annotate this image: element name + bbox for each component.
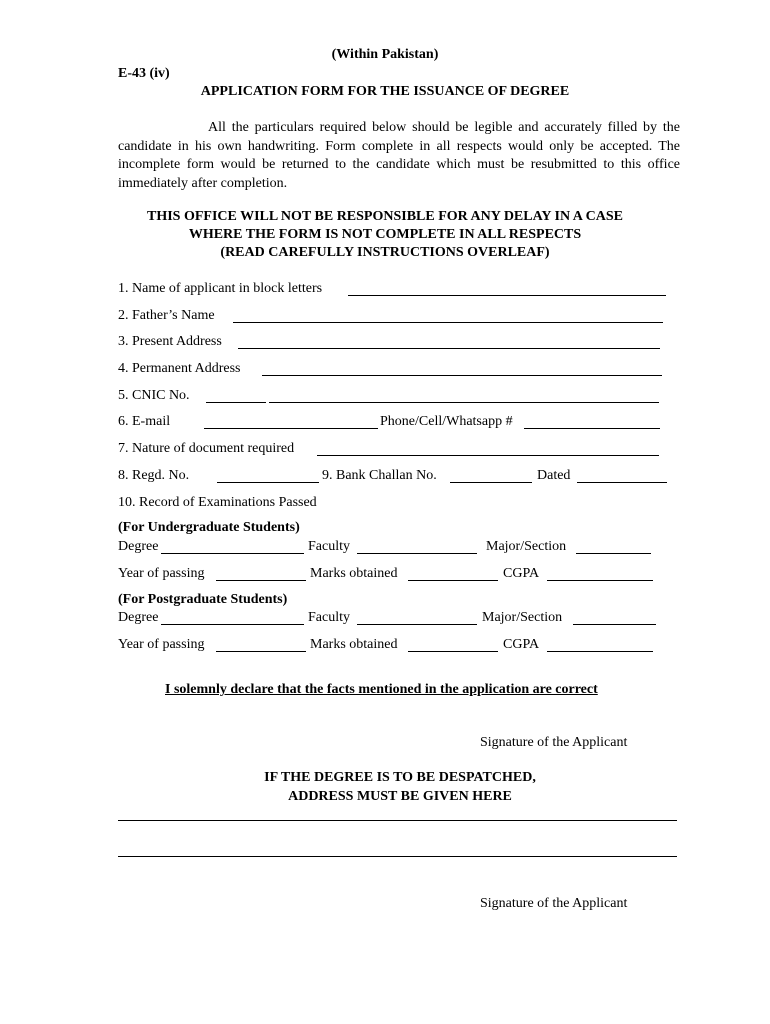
regd-no-input[interactable] <box>217 482 319 483</box>
postgrad-year-label: Year of passing <box>118 637 205 652</box>
field-dated-label: Dated <box>537 468 571 483</box>
warning-line-1: THIS OFFICE WILL NOT BE RESPONSIBLE FOR ANY DELAY IN A CASE <box>146 209 623 224</box>
postgrad-faculty-input[interactable] <box>357 624 477 625</box>
form-title: APPLICATION FORM FOR THE ISSUANCE OF DEGREE <box>200 84 570 99</box>
field-nature-of-document <box>118 441 678 461</box>
instructions-paragraph <box>118 119 680 193</box>
field-record-of-exams <box>118 495 678 515</box>
postgrad-year-input[interactable] <box>216 651 306 652</box>
undergrad-faculty-label: Faculty <box>308 539 350 554</box>
undergrad-major-label: Major/Section <box>486 539 567 554</box>
field-record-of-exams-label: 10. Record of Examinations Passed <box>118 495 317 510</box>
challan-no-input[interactable] <box>450 482 532 483</box>
field-regd-label: 8. Regd. No. <box>118 468 190 483</box>
declaration-text: I solemnly declare that the facts mentioned in the application are correct <box>165 682 598 697</box>
undergrad-year-label: Year of passing <box>118 566 205 581</box>
within-pakistan-label: (Within Pakistan) <box>331 47 439 62</box>
field-applicant-name <box>118 281 678 301</box>
despatch-line-2: ADDRESS MUST BE GIVEN HERE <box>288 789 512 804</box>
postgrad-degree-label: Degree <box>118 610 159 625</box>
nature-of-document-input[interactable] <box>317 455 659 456</box>
form-code: E-43 (iv) <box>118 66 170 81</box>
despatch-line-1: IF THE DEGREE IS TO BE DESPATCHED, <box>264 770 536 785</box>
postgrad-faculty-label: Faculty <box>308 610 350 625</box>
undergrad-cgpa-label: CGPA <box>503 566 540 581</box>
undergrad-year-row <box>118 566 678 586</box>
warning-line-3: (READ CAREFULLY INSTRUCTIONS OVERLEAF) <box>220 245 550 260</box>
field-permanent-address-label: 4. Permanent Address <box>118 361 241 376</box>
postgrad-major-label: Major/Section <box>482 610 563 625</box>
applicant-name-input[interactable] <box>348 295 666 296</box>
instructions-text: All the particulars required below should be legible and accurately filled by the candidate in his own handwriting. Form complete in all respects would only be accepted. The incomplete form would be returned to the candidate which must be resubmitted to this office immediately after completion. <box>118 120 680 191</box>
email-input[interactable] <box>204 428 378 429</box>
field-permanent-address <box>118 361 678 381</box>
signature-label-1: Signature of the Applicant <box>480 735 628 750</box>
father-name-input[interactable] <box>233 322 663 323</box>
field-phone-label: Phone/Cell/Whatsapp # <box>380 414 513 429</box>
undergrad-cgpa-input[interactable] <box>547 580 653 581</box>
cnic-input-part-2[interactable] <box>269 402 659 403</box>
despatch-address-line-1[interactable] <box>118 820 677 821</box>
field-father-name <box>118 308 678 328</box>
field-cnic-label: 5. CNIC No. <box>118 388 190 403</box>
signature-label-2: Signature of the Applicant <box>480 896 628 911</box>
undergrad-major-input[interactable] <box>576 553 651 554</box>
undergrad-marks-input[interactable] <box>408 580 498 581</box>
undergrad-faculty-input[interactable] <box>357 553 477 554</box>
postgrad-marks-label: Marks obtained <box>310 637 398 652</box>
dated-input[interactable] <box>577 482 667 483</box>
postgrad-cgpa-input[interactable] <box>547 651 653 652</box>
field-cnic <box>118 388 678 408</box>
postgrad-degree-input[interactable] <box>161 624 304 625</box>
field-present-address-label: 3. Present Address <box>118 334 222 349</box>
warning-line-2: WHERE THE FORM IS NOT COMPLETE IN ALL RESPECTS <box>188 227 582 242</box>
field-applicant-name-label: 1. Name of applicant in block letters <box>118 281 323 296</box>
field-father-name-label: 2. Father’s Name <box>118 308 215 323</box>
permanent-address-input[interactable] <box>262 375 662 376</box>
postgrad-marks-input[interactable] <box>408 651 498 652</box>
undergrad-degree-label: Degree <box>118 539 159 554</box>
field-email-label: 6. E-mail <box>118 414 171 429</box>
postgrad-cgpa-label: CGPA <box>503 637 540 652</box>
despatch-address-line-2[interactable] <box>118 856 677 857</box>
field-present-address <box>118 334 678 354</box>
field-challan-label: 9. Bank Challan No. <box>322 468 437 483</box>
field-nature-of-document-label: 7. Nature of document required <box>118 441 295 456</box>
postgrad-major-input[interactable] <box>573 624 656 625</box>
field-email-phone <box>118 414 678 434</box>
undergrad-marks-label: Marks obtained <box>310 566 398 581</box>
postgrad-degree-row <box>118 610 678 630</box>
undergrad-degree-input[interactable] <box>161 553 304 554</box>
undergrad-year-input[interactable] <box>216 580 306 581</box>
present-address-input[interactable] <box>238 348 660 349</box>
phone-input[interactable] <box>524 428 660 429</box>
postgrad-heading: (For Postgraduate Students) <box>118 592 288 607</box>
undergrad-heading: (For Undergraduate Students) <box>118 520 300 535</box>
undergrad-degree-row <box>118 539 678 559</box>
postgrad-year-row <box>118 637 678 657</box>
field-regd-challan <box>118 468 678 488</box>
cnic-input-part-1[interactable] <box>206 402 266 403</box>
